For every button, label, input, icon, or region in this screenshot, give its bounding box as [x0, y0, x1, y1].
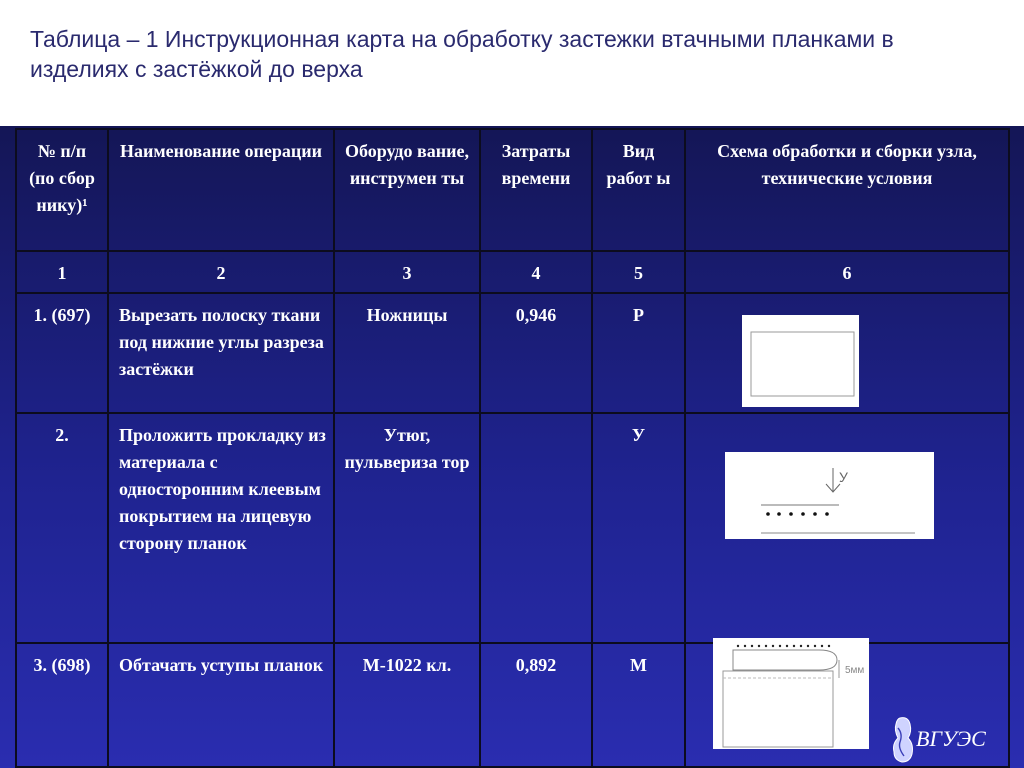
slide-title: Таблица – 1 Инструкционная карта на обработку застежки втачными планками в изделиях с застёжкой до верха — [30, 26, 894, 82]
header-number: № п/п (по сбор нику)¹ — [16, 129, 108, 251]
column-number: 1 — [16, 251, 108, 293]
column-number: 3 — [334, 251, 480, 293]
row-number: 3. (698) — [16, 643, 108, 767]
header-equipment: Оборудо вание, инструмен ты — [334, 129, 480, 251]
university-logo-text: ВГУЭС — [916, 726, 986, 751]
row-number: 1. (697) — [16, 293, 108, 413]
row-equipment: М-1022 кл. — [334, 643, 480, 767]
row-operation: Обтачать уступы планок — [108, 643, 334, 767]
row-operation: Проложить прокладку из материала с односторонним клеевым покрытием на лицевую сторону планок — [108, 413, 334, 643]
header-work-type: Вид работ ы — [592, 129, 685, 251]
sketch-placket-facing — [713, 638, 869, 749]
sketch-dimension-label: 5мм — [845, 665, 865, 676]
row-equipment: Ножницы — [334, 293, 480, 413]
column-number: 4 — [480, 251, 592, 293]
column-number: 5 — [592, 251, 685, 293]
row-number: 2. — [16, 413, 108, 643]
row-time: 0,946 — [480, 293, 592, 413]
table-header-row — [16, 129, 1009, 251]
column-number: 6 — [685, 251, 1009, 293]
row-operation: Вырезать полоску ткани под нижние углы разреза застёжки — [108, 293, 334, 413]
row-work-type: М — [592, 643, 685, 767]
row-work-type: У — [592, 413, 685, 643]
sketch-iron-label: У — [839, 469, 848, 485]
row-time — [480, 413, 592, 643]
sketch-interlining — [725, 452, 934, 539]
column-number: 2 — [108, 251, 334, 293]
column-number-row — [16, 251, 1009, 293]
header-scheme: Схема обработки и сборки узла, технические условия — [685, 129, 1009, 251]
row-work-type: Р — [592, 293, 685, 413]
table-row — [16, 293, 1009, 413]
header-time: Затраты времени — [480, 129, 592, 251]
row-time: 0,892 — [480, 643, 592, 767]
sketch-fabric-strip — [742, 315, 859, 407]
header-operation: Наименование операции — [108, 129, 334, 251]
row-equipment: Утюг, пульвериза тор — [334, 413, 480, 643]
